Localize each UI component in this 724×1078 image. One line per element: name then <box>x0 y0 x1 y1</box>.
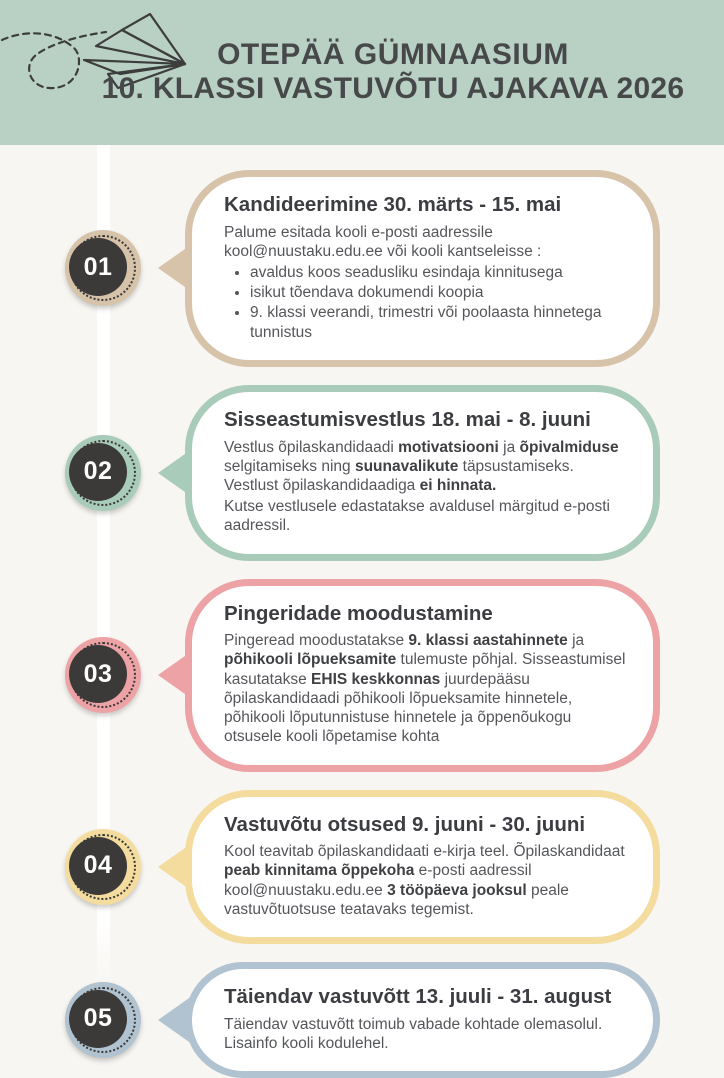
step-number: 02 <box>69 443 127 501</box>
card-title: Pingeridade moodustamine <box>224 601 493 625</box>
card-body <box>224 842 629 919</box>
card-paragraph: Pingeread moodustatakse 9. klassi aastahinnete ja põhikooli lõpueksamite tulemuste põhjal. Sisseastumisel kasutatakse EHIS keskkonnas juurdepääsu õpilaskandidaadi põhikooli lõpueksamite hinnetele, põhikooli lõputunnistuse hinnetele ja õppenõukogu otsusele kooli lõpetamise kohta <box>224 632 626 746</box>
step-badge <box>65 637 141 713</box>
page-title-line2: 10. KLASSI VASTUVÕTU AJAKAVA 2026 <box>101 72 685 105</box>
card-tail-icon <box>158 651 192 699</box>
card-paragraph: Kool teavitab õpilaskandidaati e-kirja teel. Õpilaskandidaat peab kinnitama õppekoha e-posti aadressil kool@nuustaku.edu.ee 3 tööpäeva jooksul peale vastuvõtuotsuse teatavaks tegemist. <box>224 843 625 918</box>
info-card <box>185 385 660 561</box>
timeline-row <box>0 579 660 772</box>
card-body <box>224 438 629 536</box>
info-card <box>185 579 660 772</box>
card-paragraph: Vestlus õpilaskandidaadi motivatsiooni ja õpivalmiduse selgitamiseks ning suunavalikute täpsustamiseks. Vestlust õpilaskandidaadiga ei hinnata. <box>224 438 619 494</box>
step-number: 01 <box>69 238 127 296</box>
step-badge <box>65 230 141 306</box>
timeline <box>0 145 724 1078</box>
timeline-row <box>0 790 660 944</box>
step-number: 05 <box>69 990 127 1048</box>
timeline-row <box>0 170 660 367</box>
card-tail-icon <box>158 996 192 1044</box>
step-badge <box>65 982 141 1058</box>
bullet-item: • avaldus koos seadusliku esindaja kinnitusega <box>250 263 629 282</box>
timeline-row <box>0 962 660 1078</box>
card-title: Täiendav vastuvõtt 13. juuli - 31. august <box>224 984 612 1008</box>
header <box>0 0 724 145</box>
info-card <box>185 790 660 944</box>
card-body <box>224 631 629 746</box>
card-title: Kandideerimine 30. märts - 15. mai <box>224 193 562 216</box>
page-title <box>0 0 724 145</box>
page-title-line1: OTEPÄÄ GÜMNAASIUM <box>217 38 569 71</box>
step-badge <box>65 435 141 511</box>
timeline-rows <box>0 170 660 1078</box>
timeline-row <box>0 385 660 561</box>
card-title: Sisseastumisvestlus 18. mai - 8. juuni <box>224 407 591 431</box>
card-body <box>224 1015 629 1053</box>
card-body <box>224 223 629 342</box>
card-paragraph: Palume esitada kooli e-posti aadressile kool@nuustaku.edu.ee või kooli kantseleisse : <box>224 223 542 260</box>
card-paragraph: Kutse vestlusele edastatakse avaldusel märgitud e-posti aadressil. <box>224 498 610 535</box>
card-tail-icon <box>158 449 192 497</box>
step-number: 03 <box>69 645 127 703</box>
card-tail-icon <box>158 843 192 891</box>
step-number: 04 <box>69 837 127 895</box>
card-paragraph: Täiendav vastuvõtt toimub vabade kohtade olemasolul. Lisainfo kooli kodulehel. <box>224 1015 603 1052</box>
bullet-list <box>224 263 629 342</box>
info-card <box>185 170 660 367</box>
bullet-item: • 9. klassi veerandi, trimestri või poolaasta hinnetega tunnistus <box>250 303 629 341</box>
card-tail-icon <box>158 244 192 292</box>
info-card <box>185 962 660 1078</box>
step-badge <box>65 829 141 905</box>
card-title: Vastuvõtu otsused 9. juuni - 30. juuni <box>224 812 586 836</box>
bullet-item: • isikut tõendava dokumendi koopia <box>250 283 629 302</box>
